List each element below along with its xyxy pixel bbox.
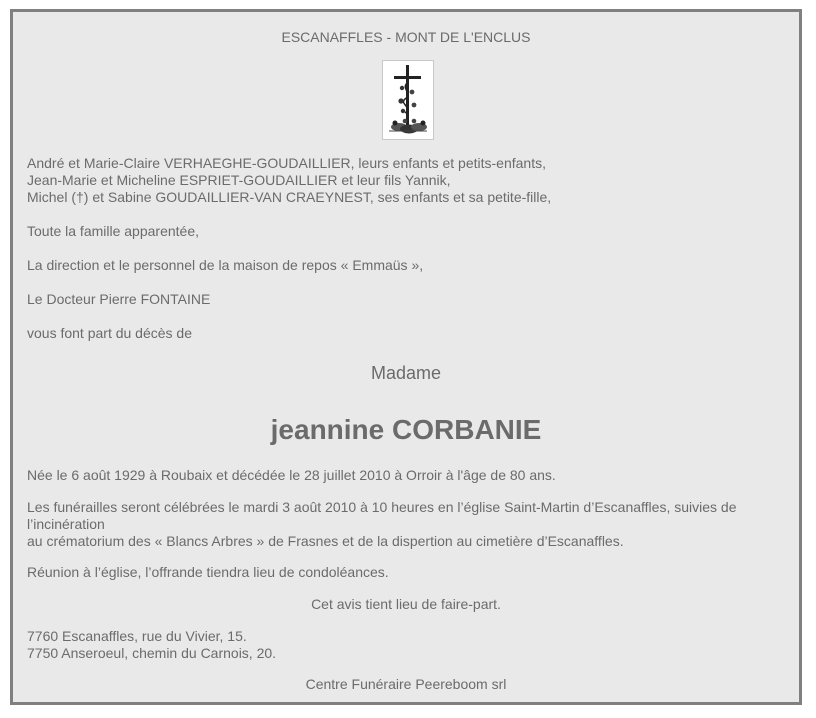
family-line: Jean-Marie et Micheline ESPRIET-GOUDAILLIER et leur fils Yannik, [27, 172, 451, 188]
reception-line: Réunion à l’église, l’offrande tiendra lieu de condoléances. [27, 564, 389, 580]
family-line: Michel (†) et Sabine GOUDAILLIER-VAN CRAEYNEST, ses enfants et sa petite-fille, [27, 189, 552, 205]
family-line: André et Marie-Claire VERHAEGHE-GOUDAILLIER, leurs enfants et petits-enfants, [27, 155, 546, 171]
header-place: ESCANAFFLES - MONT DE L'ENCLUS [281, 29, 531, 45]
family-list [27, 155, 787, 206]
birth-death-line: Née le 6 août 1929 à Roubaix et décédée le 28 juillet 2010 à Orroir à l'âge de 80 ans. [27, 467, 556, 483]
doctor-line: Le Docteur Pierre FONTAINE [27, 291, 211, 307]
notice-line: Cet avis tient lieu de faire-part. [311, 596, 501, 612]
funeral-line: au crématorium des « Blancs Arbres » de Frasnes et de la dispertion au cimetière d’Escanaffles. [27, 533, 624, 549]
announce-line: vous font part du décès de [27, 325, 192, 341]
funeral-line: Les funérailles seront célébrées le mardi 3 août 2010 à 10 heures en l’église Saint-Martin d’Escanaffles, suivies de l’incinération [27, 499, 737, 532]
address-line: 7760 Escanaffles, rue du Vivier, 15. [27, 628, 247, 644]
deceased-name: jeannine CORBANIE [270, 414, 542, 445]
relatives-line: Toute la famille apparentée, [27, 223, 199, 239]
funeral-home: Centre Funéraire Peereboom srl [305, 676, 507, 692]
deceased-title: Madame [370, 363, 442, 383]
obituary-notice [10, 9, 802, 705]
care-home-line: La direction et le personnel de la maison de repos « Emmaüs », [27, 257, 424, 273]
address-line: 7750 Anseroeul, chemin du Carnois, 20. [27, 645, 277, 661]
cross-with-flowers-icon [382, 60, 434, 140]
funeral-details [27, 499, 787, 550]
address-list [27, 628, 787, 662]
